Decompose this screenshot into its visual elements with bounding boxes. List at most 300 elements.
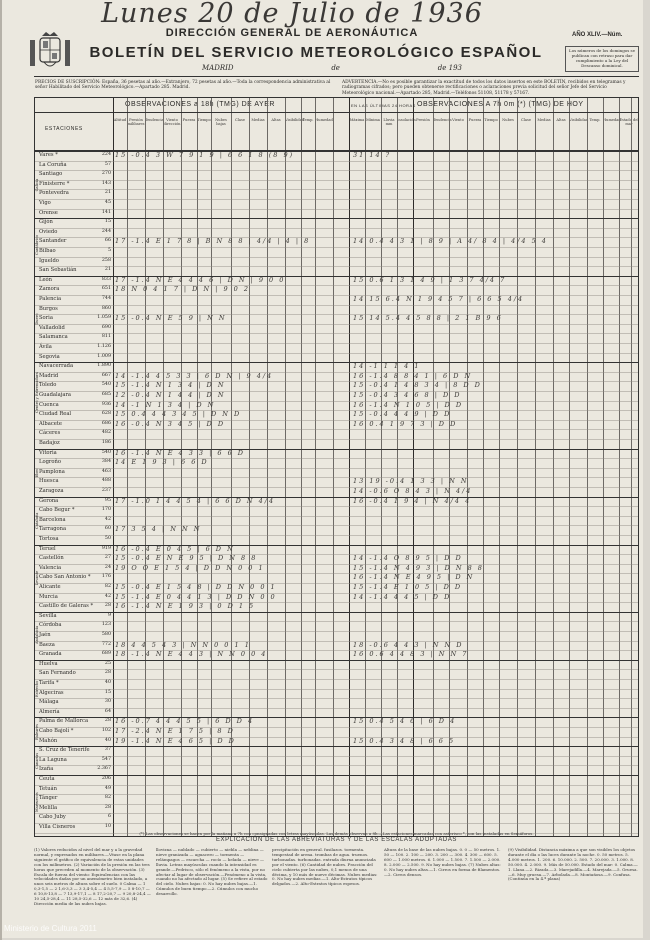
- station-name: Tortosa: [39, 536, 59, 542]
- station-row: [35, 690, 113, 696]
- handwritten-entry-hoy: 16 -1.4 N E 4 9 5 | D N: [353, 573, 475, 582]
- station-row: [35, 411, 113, 417]
- station-name: Málaga: [39, 699, 59, 706]
- station-row: [35, 546, 113, 552]
- row-divider: [35, 785, 638, 786]
- station-altitude: 50: [104, 536, 111, 541]
- station-name: Almería: [39, 708, 60, 715]
- station-name: Mahón: [39, 737, 58, 744]
- legend-col-1: (1) Valores reducidos al nivel del mar y a la gravedad normal, y expresados en milibares.—Véase en la plana siguiente el gráfico de equivalencia de estas unidades con los milímetros. (2) Variación de la presión en las tres horas que preceden al momento de la observación. (3) Escala de fuerza del viento: Equivalencias con las velocidades dadas por un anemómetro bien instalado, a unos seis metros de altura sobre el suelo. 0 Calma — 1 0,3-1,5 — 2 1,6-3,3 — 3 3,4-5,4 — 4 5,5-7,9 — 5 8-10,7 — 6 10,8-13,8 — 7 13,9-17,1 — 8 17,2-20,7 — 9 20,8-24,4 — 10 24,5-28,4 — 11 28,5-32,6 — 12 más de 32,6. (4) Dirección media de las nubes bajas.: [34, 847, 151, 906]
- station-altitude: 102: [101, 728, 111, 733]
- issue-number: AÑO XLIV.—Núm.: [572, 32, 623, 38]
- row-divider: [35, 813, 638, 814]
- column-header: Temp.: [589, 118, 601, 122]
- station-row: [35, 219, 113, 225]
- station-row: [35, 421, 113, 427]
- station-name: Cabo Bajolí *: [39, 728, 74, 734]
- column-header: Lluvia mm: [383, 118, 395, 126]
- station-name: Tetuán: [39, 785, 57, 792]
- station-altitude: 28: [104, 670, 111, 676]
- handwritten-entry-ayer: 16 -0.4 N 3 4 5 | D D: [115, 419, 226, 428]
- station-name: Igueldo: [39, 257, 59, 264]
- station-row: [35, 526, 113, 532]
- station-altitude: 28: [104, 603, 111, 609]
- station-name: Palma de Mallorca: [39, 718, 89, 725]
- legend-col-2: llovizna — nublado — cubierto — niebla — neblina — nieve granizada — aguacero — tormenta — relámpagos — escarcha — rocío — helada — nieve — lluvia. Letras mayúsculas cuando la intensidad es grande.—Pedrisco, sólo el fenómeno a la vista, por no afectar al lugar de observación.—Fenómeno a la vista, cuando no ha afectado al lugar. (5) Se refiere al estado del cielo. Nubes bajas: 0. No hay nubes bajas.—1. Cúmulos de buen tiempo.—2. Cúmulos con mucho desarrollo.: [156, 847, 268, 897]
- station-name: Cabo Begur *: [39, 507, 75, 514]
- station-row: [35, 498, 113, 504]
- handwritten-entry-hoy: 16 -1.4 N 1 0 5 | D D: [353, 400, 464, 409]
- row-divider: [35, 689, 638, 690]
- station-row: [35, 776, 113, 782]
- station-name: Vigo: [39, 200, 51, 206]
- station-name: Segovia: [39, 353, 60, 360]
- station-name: Santiago: [39, 171, 63, 178]
- station-name: Logroño: [39, 459, 61, 466]
- station-name: Baeza: [39, 641, 55, 648]
- column-header: Altas: [556, 118, 566, 122]
- station-row: [35, 238, 113, 244]
- station-row: [35, 488, 113, 494]
- station-altitude: 919: [101, 545, 111, 551]
- column-header: Presión milibares: [127, 118, 145, 126]
- station-row: [35, 747, 113, 753]
- station-row: [35, 661, 113, 667]
- row-divider: [35, 698, 638, 699]
- station-row: [35, 450, 113, 456]
- handwritten-entry-ayer: 12 -0.4 N 1 4 4 | D N: [115, 391, 226, 399]
- station-name: Tánger: [39, 795, 58, 802]
- region-divider: [35, 775, 638, 776]
- station-name: Ávila: [39, 344, 52, 350]
- station-name: Alicante: [39, 584, 61, 590]
- bulletin-title: BOLETÍN DEL SERVICIO METEOROLÓGICO ESPAÑOL: [89, 44, 543, 61]
- station-name: Finisterre *: [39, 180, 70, 187]
- column-header: Medias: [537, 118, 551, 122]
- ultimas-24h-heading: EN LAS ÚLTIMAS 24 HORAS: [351, 103, 416, 108]
- obs-ayer-heading: OBSERVACIONES a 18h (TMG) DE AYER: [125, 101, 275, 108]
- row-divider: [35, 343, 638, 344]
- row-divider: [35, 353, 638, 354]
- station-altitude: 28: [104, 718, 111, 724]
- station-row: [35, 190, 113, 196]
- station-altitude: 82: [104, 795, 111, 801]
- row-divider: [35, 324, 638, 325]
- station-row: [35, 814, 113, 820]
- station-row: [35, 334, 113, 340]
- station-row: [35, 200, 113, 206]
- handwritten-entry-ayer: 15 -1.4 E 0 4 4 1 3 | D D N 0 0: [115, 592, 277, 601]
- handwritten-entry-ayer: 14 -1 N 1 3 4 | D N: [115, 400, 216, 409]
- column-header: Tendencia: [145, 118, 164, 122]
- legend-col-5: (9) Visibilidad. Distancia máxima a que son visibles los objetos durante el día o las luces durante la noche. 0. 50 metros. 5. 4.000 metros. 1. 200. 6. 10.000. 2. 500. 7. 20.000. 3. 1.000. 8. 50.000. 4. 2.000. 9. Más de 50.000. Estado del mar: 0. Calma.—1. Llana.—2. Rizada.—3. Marejadilla.—4. Marejada.—5. Gruesa.—6. Muy gruesa.—7. Arbolada.—8. Montañosa.—9. Confusa. (Continúa en la 4.ª plana): [508, 847, 638, 882]
- station-row: [35, 680, 113, 686]
- station-altitude: 482: [101, 430, 111, 436]
- handwritten-entry-hoy: 15 -0.4 3 4 6 8 | D D: [353, 391, 462, 399]
- station-altitude: 651: [101, 286, 111, 292]
- handwritten-entry-ayer: 18 -1.4 N E 4 4 3 | N N 0 0 4: [115, 650, 268, 659]
- handwritten-entry-ayer: 15 -1.4 N 1 3 4 | D N: [115, 381, 226, 390]
- station-row: [35, 306, 113, 312]
- handwritten-entry-hoy: 16 -1.4 8 8 4 1 | 6 D N: [353, 371, 473, 380]
- station-name: Ciudad Real: [39, 411, 72, 418]
- row-divider: [35, 468, 638, 469]
- station-altitude: 270: [101, 171, 111, 177]
- station-altitude: 580: [101, 632, 111, 637]
- row-divider: [35, 804, 638, 805]
- station-row: [35, 718, 113, 724]
- row-divider: [35, 228, 638, 229]
- station-row: [35, 382, 113, 388]
- handwritten-entry-hoy: 15 -1.4 E 1 0 5 | D D: [353, 583, 463, 591]
- column-header: Visibilidad: [569, 118, 589, 122]
- handwritten-entry-ayer: 18 4 4 5 4 3 | N N 0 0 1 1: [115, 640, 251, 649]
- station-row: [35, 171, 113, 177]
- station-row: [35, 152, 113, 158]
- station-row: [35, 651, 113, 657]
- station-name: Huesca: [39, 478, 59, 485]
- station-altitude: 28: [104, 804, 111, 810]
- station-name: Palencia: [39, 296, 62, 302]
- column-header: Temp.: [302, 118, 314, 122]
- station-name: Tarragona: [39, 526, 67, 533]
- advertencia: ADVERTENCIA.—No es posible garantizar la exactitud de todos los datos insertos en este BOLETÍN, recibidos en telegramas y radiogramas cifrados; pero pueden obtenerse rectificaciones o aclaraciones previa solicitud del señor Jefe del Servicio Meteorológico nacional.—Apartado 285, Madrid.—Teléfonos 51108, 51178 y 57167.: [342, 80, 626, 96]
- station-altitude: 176: [101, 574, 111, 580]
- region-label: Marruecos: [35, 792, 39, 812]
- station-altitude: 540: [101, 449, 111, 455]
- handwritten-entry-ayer: 18 N 0 4 1 7 | D N | 9 0 2: [115, 285, 250, 294]
- handwritten-entry-hoy: 15 -0.4 1 4 8 3 4 | 8 D D: [353, 381, 482, 390]
- handwritten-entry-hoy: 15 0.4 5 4 6 | 6 D 4: [353, 717, 457, 726]
- station-name: La Coruña: [39, 161, 67, 168]
- estaciones-heading: ESTACIONES: [45, 126, 83, 132]
- column-header: Nubes: [502, 118, 514, 122]
- region-label: Centro y Extremadura: [35, 372, 39, 414]
- station-name: Soria: [39, 315, 53, 322]
- station-altitude: 258: [101, 257, 111, 263]
- station-name: Albacete: [39, 420, 62, 427]
- handwritten-entry-ayer: 16 -1.4 N E 1 9 3 | 0 D 1 5: [115, 602, 256, 611]
- station-altitude: 690: [101, 324, 111, 330]
- station-altitude: 123: [101, 622, 111, 628]
- station-row: [35, 622, 113, 628]
- column-header: Visibilidad: [285, 118, 305, 122]
- region-label: Canarias: [35, 752, 39, 769]
- handwritten-entry-ayer: 17 -2.4 N E 1 7 5 | 8 D: [115, 727, 235, 735]
- row-divider: [35, 823, 638, 824]
- station-name: Castellón: [39, 555, 64, 562]
- station-altitude: 206: [101, 776, 111, 781]
- station-name: Vares *: [39, 152, 58, 158]
- dateline: [202, 64, 462, 72]
- handwritten-entry-hoy: 18 -0.6 4 4 3 | N N D: [353, 640, 464, 649]
- legend-col-3: precipitación en general. fusilazos. tormenta. tempestad de arena. trombas de agua. truenos. turbonadas. turbonadas. entrada diurna anunciada por el viento. (6) Cantidad de nubes. Fracción del cielo cubierta por las nubes, 0,1 menos de una décima, y 10 más de nueve décimas. Nubes medias: 0. No hay nubes medias.—1. Alto-Estratos típicos delgados.—2. Alto-Estratos típicos espesos.: [272, 847, 378, 887]
- watermark: Ministerio de Cultura 2011: [4, 924, 97, 933]
- station-name: Melilla: [39, 804, 58, 811]
- row-divider: [35, 180, 638, 181]
- handwritten-entry-ayer: 15 -0.4 E N E 9 5 | D N 8 8: [115, 554, 258, 563]
- station-altitude: 1.126: [97, 344, 111, 349]
- region-label: Estrecho: [35, 680, 39, 697]
- handwritten-entry-hoy: 16 0.6 4 4 8 3 | N N 7: [353, 650, 469, 659]
- handwritten-entry-ayer: 19 O O E 1 5 4 | D D N 0 0 1: [115, 563, 265, 572]
- observations-table: [34, 97, 639, 837]
- row-divider: [35, 199, 638, 200]
- station-name: Zamora: [39, 286, 60, 293]
- station-name: Huelva: [39, 660, 58, 667]
- bulletin-page: [2, 0, 643, 938]
- station-name: Granada: [39, 651, 62, 658]
- station-row: [35, 670, 113, 676]
- column-header: Tiempo: [197, 118, 211, 122]
- row-divider: [35, 209, 638, 210]
- station-name: Villa Cisneros: [39, 824, 76, 830]
- station-altitude: 772: [101, 641, 111, 647]
- station-name: Orense: [39, 209, 58, 216]
- region-label: Baleares: [35, 723, 39, 740]
- station-altitude: 686: [101, 420, 111, 426]
- coat-of-arms-icon: [26, 32, 74, 74]
- row-divider: [35, 439, 638, 440]
- row-divider: [35, 333, 638, 334]
- station-name: S. Cruz de Tenerife: [39, 747, 90, 754]
- station-name: Valladolid: [39, 324, 65, 331]
- station-altitude: 6: [107, 814, 111, 820]
- station-name: Jaén: [39, 632, 51, 638]
- station-row: [35, 555, 113, 561]
- station-name: Cáceres: [39, 430, 61, 437]
- station-row: [35, 277, 113, 283]
- station-altitude: 186: [101, 440, 111, 445]
- station-altitude: 15: [104, 689, 111, 695]
- region-divider: [35, 612, 638, 613]
- station-row: [35, 565, 113, 571]
- station-row: [35, 248, 113, 254]
- station-name: Navacerrada: [39, 363, 74, 370]
- station-row: [35, 402, 113, 408]
- station-altitude: 24: [104, 564, 111, 570]
- station-name: Algeciras: [39, 689, 64, 696]
- station-altitude: 540: [101, 382, 111, 388]
- region-label: Galicia: [35, 178, 39, 191]
- row-divider: [35, 487, 638, 488]
- station-name: Toledo: [39, 382, 57, 389]
- row-divider: [35, 295, 638, 296]
- handwritten-entry-hoy: 16 0.4 1 9 7 3 | D D: [353, 419, 458, 428]
- handwritten-entry-hoy: 16 -0.4 1 9 4 | N 4/4 4: [353, 496, 472, 505]
- station-name: Guadalajara: [39, 392, 72, 398]
- column-header: Tiempo: [484, 118, 498, 122]
- column-header: Nubes bajas: [215, 118, 227, 126]
- handwritten-entry-hoy: 15 0.6 1 3 1 4 9 | 1 3 7 4/4 7: [353, 275, 507, 284]
- handwritten-entry-ayer: 15 0.4 4 4 3 4 5 | D N D: [115, 410, 242, 419]
- handwritten-entry-ayer: 16 -1.4 N E 4 3 3 | 6 6 D: [115, 448, 245, 457]
- subscription-prices: PRECIOS DE SUSCRIPCIÓN: España, 36 pesetas al año.—Extranjero, 72 pesetas al año.—Toda la correspondencia administrativa al señor Habilitado del Servicio Meteorológico.—Apartado 285. Madrid.: [35, 80, 331, 91]
- handwritten-entry-ayer: 14 E 1 9 3 | 6 6 D: [115, 458, 209, 467]
- region-label: Ebro: [35, 468, 39, 477]
- column-header: Viento dirección: [163, 118, 181, 126]
- station-name: Pamplona: [39, 468, 65, 475]
- station-name: Barcelona: [39, 516, 66, 523]
- handwritten-entry-hoy: 15 -0.4 4 4 9 | D D: [353, 410, 452, 419]
- station-row: [35, 699, 113, 705]
- handwritten-entry-hoy: 14 -0.6 O 8 4 3 | N 4/4: [353, 487, 473, 495]
- station-name: San Sebastián: [39, 267, 77, 274]
- station-row: [35, 181, 113, 187]
- station-name: Murcia: [39, 593, 58, 600]
- handwritten-entry-ayer: 17 -1.4 N E 4 4 4 6 | D N | 9 0 0: [115, 275, 286, 284]
- station-row: [35, 709, 113, 715]
- station-altitude: 667: [101, 372, 111, 378]
- handwritten-entry-ayer: 19 -1.4 N E 4 6 5 | D D: [115, 736, 236, 745]
- station-row: [35, 258, 113, 264]
- station-altitude: 811: [101, 334, 111, 340]
- station-name: Madrid: [39, 372, 59, 379]
- station-altitude: 82: [104, 584, 111, 589]
- station-name: Ceuta: [39, 776, 55, 782]
- handwritten-entry-hoy: 14 -1 1 1 4 1: [353, 362, 421, 371]
- station-row: [35, 354, 113, 360]
- station-altitude: 860: [101, 305, 111, 311]
- row-divider: [35, 429, 638, 430]
- column-header: Insolación: [397, 118, 416, 122]
- station-name: Valencia: [39, 564, 62, 571]
- station-name: Gerona: [39, 497, 59, 504]
- station-altitude: 21: [104, 190, 111, 196]
- region-divider: [35, 362, 638, 363]
- station-altitude: 141: [101, 209, 111, 215]
- station-row: [35, 286, 113, 292]
- legend-col-4: Altura de la base de las nubes bajas. 0. 0 — 50 metros. 1. 50 — 100. 2. 100 — 200. 3. 200 — 300. 4. 300 — 600. 5. 600 — 1.000 metros. 6. 1.000 — 1.500. 7. 1.500 — 2.000. 8. 2.000 — 2.500. 9. No hay nubes bajas. (7) Nubes altas: 0. No hay nubes altas.—1. Cirros en forma de filamentos.—2. Cirros densos.: [384, 847, 501, 877]
- row-divider: [35, 161, 638, 162]
- station-altitude: 5: [107, 248, 111, 253]
- station-row: [35, 296, 113, 302]
- row-divider: [35, 506, 638, 507]
- dateline-city: MADRID: [202, 64, 234, 72]
- region-label: Andalucía: [35, 625, 39, 644]
- legend-top-note: (*) Las observaciones se hacen por la mañana a 7h con consignadas con letras mayúsculas. Las demás observan a 8h.—Las estaciones marcadas con asterisco *, son las instaladas en Semáforos.: [139, 831, 534, 836]
- station-row: [35, 642, 113, 648]
- station-name: Oviedo: [39, 228, 58, 235]
- station-altitude: 40: [104, 680, 111, 685]
- row-divider: [35, 679, 638, 680]
- station-altitude: 170: [101, 507, 111, 513]
- station-row: [35, 738, 113, 744]
- station-row: [35, 795, 113, 801]
- dateline-year: de 193: [437, 64, 462, 72]
- region-divider: [35, 660, 638, 661]
- station-row: [35, 805, 113, 811]
- station-name: Pontevedra: [39, 190, 69, 197]
- station-altitude: 143: [101, 180, 111, 186]
- station-altitude: 60: [104, 526, 111, 532]
- station-altitude: 37: [104, 747, 111, 753]
- row-divider: [35, 305, 638, 306]
- station-altitude: 237: [101, 488, 111, 493]
- row-divider: [35, 247, 638, 248]
- row-divider: [35, 621, 638, 622]
- station-row: [35, 459, 113, 465]
- column-header: Altas: [271, 118, 281, 122]
- header-divider: [35, 112, 638, 113]
- station-row: [35, 469, 113, 475]
- station-row: [35, 478, 113, 484]
- column-header: Mínima: [366, 118, 380, 122]
- station-row: [35, 392, 113, 398]
- station-altitude: 42: [104, 593, 111, 599]
- station-altitude: 57: [104, 161, 111, 167]
- handwritten-entry-ayer: 17 -1.4 E 1 7 8 | B N 8 8 | 4/4 | 4 | 8: [115, 237, 311, 246]
- station-row: [35, 728, 113, 734]
- station-row: [35, 757, 113, 763]
- station-row: [35, 536, 113, 542]
- station-name: Cabo Juby: [39, 814, 66, 821]
- station-row: [35, 162, 113, 168]
- station-altitude: 244: [101, 228, 111, 234]
- handwritten-entry-ayer: 16 -0.7 4 4 4 5 5 | 6 D D 4: [115, 717, 255, 726]
- header-rule: [34, 76, 639, 77]
- station-row: [35, 344, 113, 350]
- station-name: Izaña: [39, 766, 54, 773]
- station-name: Salamanca: [39, 334, 68, 341]
- station-row: [35, 363, 113, 369]
- row-divider: [35, 170, 638, 171]
- station-row: [35, 584, 113, 590]
- station-altitude: 1.059: [97, 315, 111, 321]
- station-row: [35, 430, 113, 436]
- region-divider: [35, 218, 638, 219]
- station-name: San Fernando: [39, 670, 76, 677]
- station-altitude: 685: [101, 392, 111, 397]
- station-row: [35, 267, 113, 273]
- row-divider: [35, 189, 638, 190]
- row-divider: [35, 631, 638, 632]
- station-name: Sevilla: [39, 612, 57, 619]
- row-divider: [35, 257, 638, 258]
- region-label: Cantábrico: [35, 234, 39, 255]
- direccion-heading: DIRECCIÓN GENERAL DE AERONÁUTICA: [165, 27, 419, 39]
- row-divider: [35, 573, 638, 574]
- dateline-de: de: [331, 64, 340, 72]
- handwritten-entry-hoy: 14 0.4 4 3 1 | 8 9 | A 4/ 8 4 | 4/4 5 4: [353, 237, 548, 246]
- station-altitude: 27: [104, 555, 111, 561]
- station-altitude: 66: [104, 238, 111, 244]
- row-divider: [35, 756, 638, 757]
- station-name: Cuenca: [39, 401, 59, 408]
- station-altitude: 689: [101, 651, 111, 657]
- region-divider: [35, 746, 638, 747]
- station-name: Bilbao: [39, 248, 56, 254]
- station-altitude: 30: [104, 699, 111, 705]
- column-header: Máxima: [349, 118, 365, 122]
- column-header: Presión: [416, 118, 430, 122]
- column-header: Estado del mar: [619, 118, 639, 126]
- column-header: Humedad: [603, 118, 621, 122]
- station-row: [35, 574, 113, 580]
- handwritten-entry-ayer: 15 -0.4 3 W 7 9 1 9 | 6 6 1 8 (8 9): [115, 151, 295, 159]
- station-name: Burgos: [39, 305, 58, 312]
- region-label: Duero: [35, 313, 39, 325]
- legend-section: [34, 831, 639, 934]
- handwritten-entry-ayer: 14 -1.4 4 5 3 3 | 6 D N | 9 4/4: [115, 371, 274, 380]
- station-altitude: 42: [104, 516, 111, 522]
- column-header: Clase: [234, 118, 245, 122]
- station-row: [35, 210, 113, 216]
- station-row: [35, 517, 113, 523]
- column-header: Medias: [251, 118, 265, 122]
- column-header: Fuerza: [468, 118, 482, 122]
- handwritten-entry-hoy: 15 -1.4 N 4 9 3 | D N 8 8: [353, 563, 484, 572]
